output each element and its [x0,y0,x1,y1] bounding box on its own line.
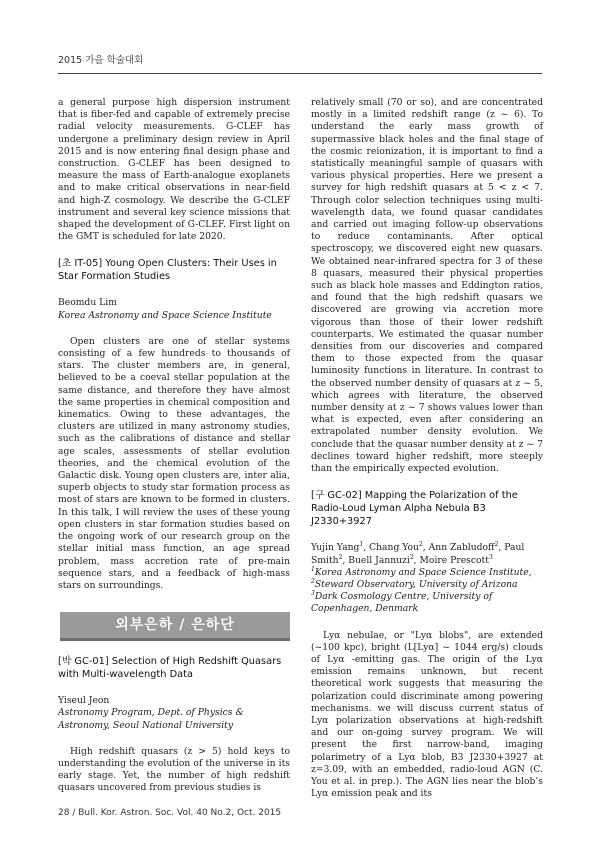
author-name: Buell Jannuzi [348,554,410,566]
author-name: Yujin Yang [311,542,360,554]
affiliation-gc02-3 [311,591,543,615]
abstract-title-gc02: [구 GC-02] Mapping the Polarization of the Radio-Loud Lyman Alpha Nebula B3 J2330+3927 [311,490,518,528]
author-separator: , [422,542,429,554]
abstract-body-gc01-start: High redshift quasars (z > 5) hold keys to understanding the evolution of the universe in its early stage. Yet, the number of high redshift quasars uncovered from previous studies is [58,745,290,794]
author-superscript: 2 [409,553,414,561]
abstract-title-it05: [초 IT-05] Young Open Clusters: Their Uses in Star Formation Studies [58,258,277,283]
affiliation-text: Dark Cosmology Centre, University of Copenhagen, Denmark [311,591,493,615]
affiliation-gc01-line2: Astronomy, Seoul National University [58,719,234,731]
author-name: Ann Zabludoff [428,542,495,554]
abstract-body-gc02: Lyα nebulae, or "Lyα blobs", are extended (~100 kpc), bright (L[Lyα] ~ 1044 erg/s) clouds of Lyα -emitting gas. The origin of the Lyα emission remains unknown, but recent theoretical work suggests that measuring the polarization could discriminate among powering mechanisms. we will discuss current status of Lyα polarization observations at high-redshift and our on-going survey program. We will present the first narrow-band, imaging polarimetry of a Lyα blob, B3 J2330+3927 at z=3.09, with an embedded, radio-loud AGN (C. You et al. in prep.). The AGN lies near the blob’s Lyα emission peak and its [311,629,543,800]
abstract-body-it05: Open clusters are one of stellar systems consisting of a few hundreds to thousands of stars. The cluster members are, in general, believed to be a coeval stellar population at the same distance, and therefore they have almost the same properties in chemical composition and kinematics. Owing to these advantages, the clusters are utilized in many astronomy studies, such as the calibrations of distance and stellar age scales, assessments of stellar evolution theories, and the chemical evolution of the Galactic disk. Young open clusters are, inter alia, superb objects to study star formation process as most of stars are known to be formed in clusters. In this talk, I will review the uses of these young open clusters in star formation studies based on the ongoing work of our research group on the stellar initial mass function, an age spread problem, mass accretion rate of pre-main sequence stars, and a feedback of high-mass stars on surroundings. [58,335,290,591]
continued-abstract: a general purpose high dispersion instrument that is fiber-fed and capable of extremely precise radial velocity measurements. G-CLEF has undergone a preliminary design review in April 2015 and is now entering final design phase and construction. G-CLEF has been designed to measure the mass of Earth-analogue exoplanets and to make critical observations in near-field and high-Z cosmology. We describe the G-CLEF instrument and several key science missions that shaped the development of G-CLEF. First light on the GMT is scheduled for late 2020. [58,97,290,243]
left-column [58,97,290,795]
abstract-body-gc01-cont: relatively small (70 or so), and are concentrated mostly in a limited redshift range (z ~ 6). To understand the early mass growth of supermassive black holes and the final stage of the cosmic reionization, it is important to find a statistically meaningful sample of quasars with various physical properties. Here we present a survey for high redshift quasars at 5 < z < 7. Through color selection techniques using multi-wavelength data, we found quasar candidates and carried out imaging follow-up observations to reduce contaminants. After optical spectroscopy, we discovered eight new quasars. We obtained near-infrared spectra for 3 of these 8 quasars, measured their physical properties such as black hole masses and Eddington ratios, and found that the high redshift quasars we discovered are growing via accretion more vigorous than those of their lower redshift counterparts. We estimated the quasar number densities from our discoveries and compared them to those expected from the quasar luminosity functions in literature. In contrast to the observed number density of quasars at z ~ 5, which agrees with literature, the observed number density at z ~ 7 shows values lower than what is expected, even after considering an extrapolated number density evolution. We conclude that the quasar number density at z ~ 7 declines toward higher redshift, more steeply than the empirically expected evolution. [311,97,543,475]
affiliation-superscript: 1 [311,565,315,573]
author-superscript: 3 [488,553,493,561]
affiliation-gc02-1 [311,567,543,579]
affiliation-gc01-line1: Astronomy Program, Dept. of Physics & [58,707,244,719]
author-name: Moire Prescott [419,554,489,566]
author-it05: Beomdu Lim [58,297,117,309]
section-banner: 외부은하 / 은하단 [60,612,290,641]
affiliation-gc02-2 [311,579,543,591]
author-name: Chang You [369,542,419,554]
authors-gc02 [311,542,543,566]
affiliation-text: Korea Astronomy and Space Science Institute, [314,566,532,578]
author-superscript: 2 [494,541,499,549]
affiliation-text: Steward Observatory, University of Arizona [314,578,518,590]
running-header: 2015 가을 학술대회 [58,55,144,66]
abstract-title-gc01: [박 GC-01] Selection of High Redshift Quasars with Multi-wavelength Data [58,656,282,681]
affiliation-superscript: 2 [311,577,315,585]
author-gc01: Yiseul Jeon [58,695,110,707]
author-separator: , [363,542,370,554]
author-name: Paul Smith [311,542,525,566]
author-superscript: 2 [418,541,423,549]
page-footer: 28 / Bull. Kor. Astron. Soc. Vol. 40 No.2, Oct. 2015 [58,808,282,818]
right-column [311,97,543,800]
author-separator: , [413,554,420,566]
affiliation-it05: Korea Astronomy and Space Science Institute [58,309,272,321]
affiliation-superscript: 3 [311,590,315,598]
author-superscript: 1 [359,541,364,549]
author-separator: , [342,554,349,566]
author-superscript: 2 [338,553,343,561]
author-separator: , [498,542,505,554]
header-divider [58,73,542,74]
